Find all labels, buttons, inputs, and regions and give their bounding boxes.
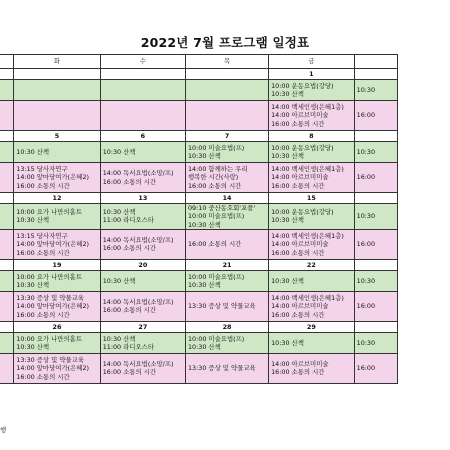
program-text: 10:00 운동요법(강당) 10:30 산책 — [271, 143, 334, 160]
morning-program-cell — [354, 142, 397, 163]
weekday-header-row — [0, 55, 398, 69]
morning-program-cell — [185, 80, 268, 101]
program-text: 14:00 백세인생(은혜1층) 14:00 아르브미미술 16:00 소통의 시간 — [271, 231, 344, 257]
afternoon-program-cell — [100, 291, 185, 321]
date-cell: 22 — [269, 259, 355, 270]
date-row — [0, 193, 398, 204]
date-cell: 6 — [100, 131, 185, 142]
date-cell — [100, 69, 185, 80]
morning-program-cell — [269, 142, 355, 163]
afternoon-program-cell — [100, 163, 185, 193]
date-cell — [0, 259, 14, 270]
date-cell — [0, 131, 14, 142]
afternoon-program-cell — [14, 163, 100, 193]
morning-row — [0, 80, 398, 101]
afternoon-program-cell — [269, 163, 355, 193]
date-cell: 26 — [14, 321, 100, 332]
date-cell: 12 — [14, 193, 100, 204]
program-text: 16:00 — [356, 173, 376, 182]
weekday-header: 화 — [14, 55, 100, 69]
morning-program-cell — [14, 270, 100, 291]
date-cell: 20 — [100, 259, 185, 270]
program-text: 10:30 — [356, 147, 376, 156]
program-text: 10:30 산책 — [102, 276, 136, 285]
afternoon-program-cell — [354, 229, 397, 259]
date-cell — [354, 259, 397, 270]
afternoon-program-cell — [354, 291, 397, 321]
date-cell: 21 — [185, 259, 268, 270]
afternoon-program-cell — [269, 353, 355, 383]
afternoon-program-cell — [0, 291, 14, 321]
morning-row — [0, 270, 398, 291]
afternoon-program-cell — [185, 101, 268, 131]
program-text: 10:30 산책 11:00 라디오스타 — [102, 334, 155, 351]
date-cell: 28 — [185, 321, 268, 332]
date-cell — [354, 321, 397, 332]
morning-program-cell — [269, 270, 355, 291]
morning-program-cell — [269, 80, 355, 101]
program-text: 13:15 당사자연구 14:00 앞마당여가(은혜2) 16:00 소통의 시간 — [16, 165, 90, 190]
afternoon-row — [0, 101, 398, 131]
date-cell: 1 — [269, 69, 355, 80]
date-cell: 27 — [100, 321, 185, 332]
afternoon-program-cell — [100, 229, 185, 259]
program-text: 13:30 증상 및 약물교육 — [187, 364, 256, 373]
morning-program-cell — [0, 142, 14, 163]
date-cell: 29 — [269, 321, 355, 332]
morning-program-cell — [100, 204, 185, 230]
afternoon-program-cell — [14, 229, 100, 259]
program-text: 10:00 운동요법(강당) 10:30 산책 — [271, 208, 334, 225]
afternoon-program-cell — [185, 353, 268, 383]
program-text: 13:30 증상 및 약물교육 — [187, 302, 256, 311]
morning-program-cell — [0, 332, 14, 353]
date-cell: 14 — [185, 193, 268, 204]
date-cell — [354, 131, 397, 142]
program-text — [0, 277, 11, 285]
program-text: 14:00 독서요법(소망/프) 16:00 소통의 시간 — [102, 360, 174, 377]
program-text: 10:30 산책 — [16, 147, 50, 156]
morning-program-cell — [0, 204, 14, 230]
weekday-header: 목 — [185, 55, 268, 69]
program-text: 10:00 미술요법(프) 10:30 산책 — [187, 334, 245, 351]
morning-program-cell — [0, 270, 14, 291]
date-cell — [354, 193, 397, 204]
afternoon-program-cell — [185, 291, 268, 321]
afternoon-program-cell — [0, 163, 14, 193]
afternoon-program-cell — [269, 229, 355, 259]
afternoon-program-cell — [14, 353, 100, 383]
morning-row — [0, 204, 398, 230]
date-cell: 19 — [14, 259, 100, 270]
program-text: 10:30 — [356, 85, 376, 94]
morning-program-cell — [354, 332, 397, 353]
weekday-header — [0, 55, 14, 69]
morning-program-cell — [14, 142, 100, 163]
afternoon-row — [0, 229, 398, 259]
program-text: 09:10 중산동호회'포플' 10:00 미술요법(프) 10:30 산책 — [187, 204, 256, 229]
date-row — [0, 321, 398, 332]
date-cell — [14, 69, 100, 80]
morning-program-cell — [100, 80, 185, 101]
program-text: 14:00 독서요법(소망/프) 16:00 소통의 시간 — [102, 169, 174, 186]
program-text — [0, 339, 11, 347]
date-cell: 13 — [100, 193, 185, 204]
date-cell: 5 — [14, 131, 100, 142]
date-cell — [0, 69, 14, 80]
program-text: 16:00 — [356, 240, 376, 249]
program-text: 13:15 당사자연구 14:00 앞마당여가(은혜2) 16:00 소통의 시간 — [16, 231, 90, 257]
program-text: 10:00 요가 나만의홈트 10:30 산책 — [16, 334, 82, 351]
morning-program-cell — [185, 332, 268, 353]
afternoon-program-cell — [100, 353, 185, 383]
morning-program-cell — [185, 142, 268, 163]
date-cell: 7 — [185, 131, 268, 142]
program-text: 10:00 미술요법(프) 10:30 산책 — [187, 143, 245, 160]
program-text — [0, 360, 11, 377]
program-text: 10:30 산책 11:00 라디오스타 — [102, 208, 155, 225]
afternoon-program-cell — [185, 229, 268, 259]
afternoon-program-cell — [354, 353, 397, 383]
date-cell — [354, 69, 397, 80]
program-text: 14:00 백세인생(은혜1층) 14:00 아르브미미술 16:00 소통의 시간 — [271, 103, 344, 128]
date-row — [0, 131, 398, 142]
program-text: 10:00 운동요법(강당) 10:30 산책 — [271, 81, 334, 98]
morning-program-cell — [100, 142, 185, 163]
date-row — [0, 259, 398, 270]
afternoon-program-cell — [185, 163, 268, 193]
program-text: 10:30 — [356, 276, 376, 285]
program-text: 10:30 — [356, 212, 376, 221]
program-text: 14:00 독서요법(소망/프) 16:00 소통의 시간 — [102, 298, 174, 315]
afternoon-row — [0, 291, 398, 321]
afternoon-program-cell — [354, 163, 397, 193]
afternoon-program-cell — [354, 101, 397, 131]
program-text: 14:00 백세인생(은혜1층) 14:00 아르브미미술 16:00 소통의 시간 — [271, 165, 344, 190]
date-cell: 8 — [269, 131, 355, 142]
program-text: 10:00 요가 나만의홈트 10:30 산책 — [16, 208, 82, 225]
schedule-table — [0, 54, 398, 384]
program-text: 10:30 — [356, 338, 376, 347]
morning-program-cell — [0, 80, 14, 101]
afternoon-row — [0, 353, 398, 383]
morning-program-cell — [14, 204, 100, 230]
program-text — [0, 169, 11, 186]
morning-program-cell — [185, 270, 268, 291]
program-text: 10:30 산책 — [102, 147, 136, 156]
afternoon-program-cell — [269, 101, 355, 131]
date-cell — [0, 321, 14, 332]
program-text: 10:30 산책 — [271, 276, 304, 285]
afternoon-program-cell — [14, 291, 100, 321]
morning-program-cell — [269, 332, 355, 353]
morning-program-cell — [354, 80, 397, 101]
date-cell: 15 — [269, 193, 355, 204]
date-row — [0, 69, 398, 80]
footnote: 행 — [0, 426, 7, 434]
afternoon-program-cell — [269, 291, 355, 321]
morning-program-cell — [354, 204, 397, 230]
morning-program-cell — [185, 204, 268, 230]
program-text: 10:30 산책 — [271, 338, 304, 347]
morning-program-cell — [354, 270, 397, 291]
program-text: 14:00 독서요법(소망/프) 16:00 소통의 시간 — [102, 236, 174, 253]
program-text — [0, 298, 11, 315]
program-text: 14:00 백세인생(은혜1층) 14:00 아르브미미술 16:00 소통의 시간 — [271, 293, 344, 319]
morning-program-cell — [14, 332, 100, 353]
afternoon-program-cell — [0, 353, 14, 383]
program-text: 10:00 미술요법(프) 10:30 산책 — [187, 272, 245, 289]
page-title: 2022년 7월 프로그램 일정표 — [140, 35, 310, 50]
afternoon-program-cell — [0, 229, 14, 259]
afternoon-program-cell — [100, 101, 185, 131]
morning-program-cell — [14, 80, 100, 101]
weekday-header: 수 — [100, 55, 185, 69]
date-cell — [185, 69, 268, 80]
morning-program-cell — [100, 332, 185, 353]
program-text: 16:00 — [356, 364, 376, 373]
weekday-header: 금 — [269, 55, 355, 69]
afternoon-program-cell — [0, 101, 14, 131]
morning-program-cell — [100, 270, 185, 291]
afternoon-program-cell — [14, 101, 100, 131]
morning-program-cell — [269, 204, 355, 230]
program-text: 10:00 요가 나만의홈트 10:30 산책 — [16, 272, 82, 289]
program-text: 16:00 — [356, 302, 376, 311]
afternoon-row — [0, 163, 398, 193]
morning-row — [0, 332, 398, 353]
program-text: 16:00 — [356, 111, 376, 120]
morning-row — [0, 142, 398, 163]
program-text: 14:00 아르브미미술 16:00 소통의 시간 — [271, 360, 329, 377]
weekday-header — [354, 55, 397, 69]
program-text: 13:30 증상 및 약물교육 14:00 앞마당여가(은혜2) 16:00 소통의 시간 — [16, 293, 90, 319]
date-cell — [0, 193, 14, 204]
program-text: 14:00 함께하는 우리 행복한 시간(사랑) 16:00 소통의 시간 — [187, 165, 248, 190]
program-text: 13:30 증상 및 약물교육 14:00 앞마당여가(은혜2) 16:00 소통의 시간 — [16, 355, 90, 381]
program-text — [0, 236, 11, 253]
program-text: 16:00 소통의 시간 — [187, 240, 242, 249]
